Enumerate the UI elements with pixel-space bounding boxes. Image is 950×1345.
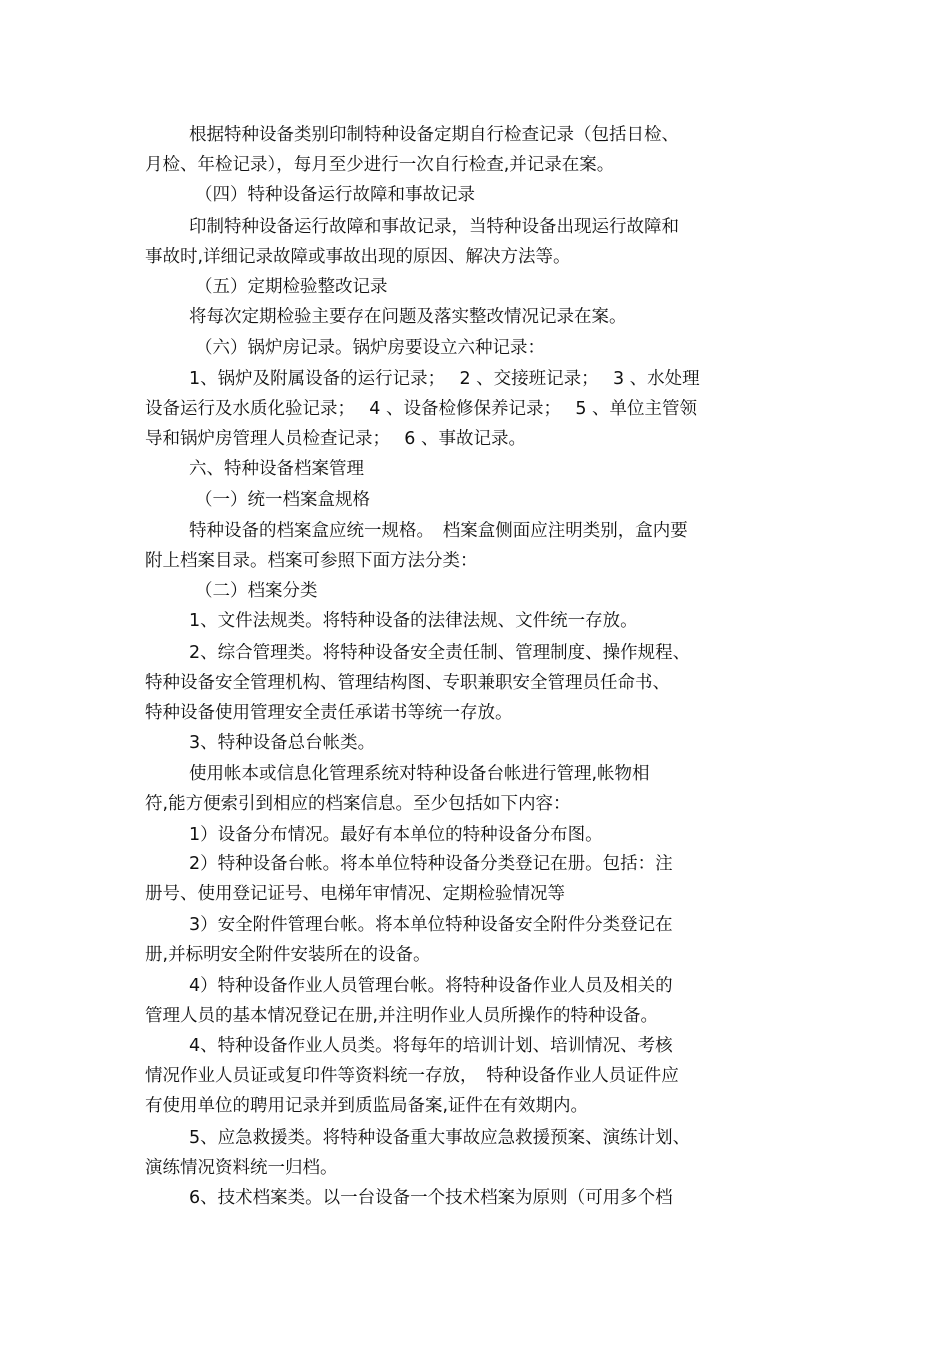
paragraph [145,910,810,970]
text-line: 特种设备的档案盒应统一规格。 档案盒侧面应注明类别，盒内要 [189,521,688,541]
text-line: （一）统一档案盒规格 [195,490,370,510]
text-line: （六）锅炉房记录。锅炉房要设立六种记录： [195,338,545,358]
section-heading [145,333,810,363]
text-line: 5、应急救援类。将特种设备重大事故应急救援预案、演练计划、 [189,1128,691,1148]
section-heading [145,180,810,210]
text-line: 六、特种设备档案管理 [189,459,364,479]
text-line: 2）特种设备台帐。将本单位特种设备分类登记在册。包括：注 [189,854,673,874]
text-line: 有使用单位的聘用记录并到质监局备案,证件在有效期内。 [145,1096,589,1116]
text-line: 设备运行及水质化验记录； 4 、设备检修保养记录； 5 、单位主管领 [145,399,698,419]
paragraph [145,516,810,576]
paragraph [145,120,810,180]
text-line: 情况作业人员证或复印件等资料统一存放， 特种设备作业人员证件应 [145,1066,679,1086]
text-line: （四）特种设备运行故障和事故记录 [195,185,475,205]
text-line: 6、技术档案类。以一台设备一个技术档案为原则（可用多个档 [189,1188,673,1208]
section-heading [145,272,810,302]
text-line: 特种设备安全管理机构、管理结构图、专职兼职安全管理员任命书、 [145,673,670,693]
text-line: 3）安全附件管理台帐。将本单位特种设备安全附件分类登记在 [189,915,673,935]
text-line: （五）定期检验整改记录 [195,277,388,297]
paragraph [145,759,810,819]
paragraph [145,212,810,272]
text-line: 4）特种设备作业人员管理台帐。将特种设备作业人员及相关的 [189,976,673,996]
text-line: 月检、年检记录），每月至少进行一次自行检查,并记录在案。 [145,155,615,175]
paragraph [145,971,810,1031]
paragraph [145,606,810,636]
text-line: 使用帐本或信息化管理系统对特种设备台帐进行管理,帐物相 [189,764,650,784]
section-heading [145,454,810,484]
text-line: 将每次定期检验主要存在问题及落实整改情况记录在案。 [189,307,627,327]
paragraph [145,1031,810,1121]
paragraph [145,302,810,332]
text-line: 4、特种设备作业人员类。将每年的培训计划、培训情况、考核 [189,1036,673,1056]
paragraph [145,728,810,758]
text-line: 演练情况资料统一归档。 [145,1158,338,1178]
paragraph [145,849,810,909]
text-line: 导和锅炉房管理人员检查记录； 6 、事故记录。 [145,429,527,449]
text-line: 册,并标明安全附件安装所在的设备。 [145,945,431,965]
paragraph [145,1183,810,1213]
text-line: 管理人员的基本情况登记在册,并注明作业人员所操作的特种设备。 [145,1006,659,1026]
paragraph [145,1123,810,1183]
text-line: 事故时,详细记录故障或事故出现的原因、解决方法等。 [145,247,571,267]
text-line: 册号、使用登记证号、电梯年审情况、定期检验情况等 [145,884,565,904]
paragraph [145,638,810,728]
paragraph [145,820,810,850]
section-heading [145,485,810,515]
text-line: 1）设备分布情况。最好有本单位的特种设备分布图。 [189,825,603,845]
text-line: 1、锅炉及附属设备的运行记录； 2 、交接班记录； 3 、水处理 [189,369,700,389]
text-line: （二）档案分类 [195,581,318,601]
section-heading [145,576,810,606]
text-line: 符,能方便索引到相应的档案信息。至少包括如下内容： [145,794,571,814]
text-line: 印制特种设备运行故障和事故记录，当特种设备出现运行故障和 [189,217,679,237]
text-line: 根据特种设备类别印制特种设备定期自行检查记录（包括日检、 [189,125,679,145]
text-line: 1、文件法规类。将特种设备的法律法规、文件统一存放。 [189,611,638,631]
text-line: 2、综合管理类。将特种设备安全责任制、管理制度、操作规程、 [189,643,691,663]
text-line: 特种设备使用管理安全责任承诺书等统一存放。 [145,703,513,723]
paragraph [145,364,810,454]
text-line: 3、特种设备总台帐类。 [189,733,376,753]
text-line: 附上档案目录。档案可参照下面方法分类： [145,551,478,571]
